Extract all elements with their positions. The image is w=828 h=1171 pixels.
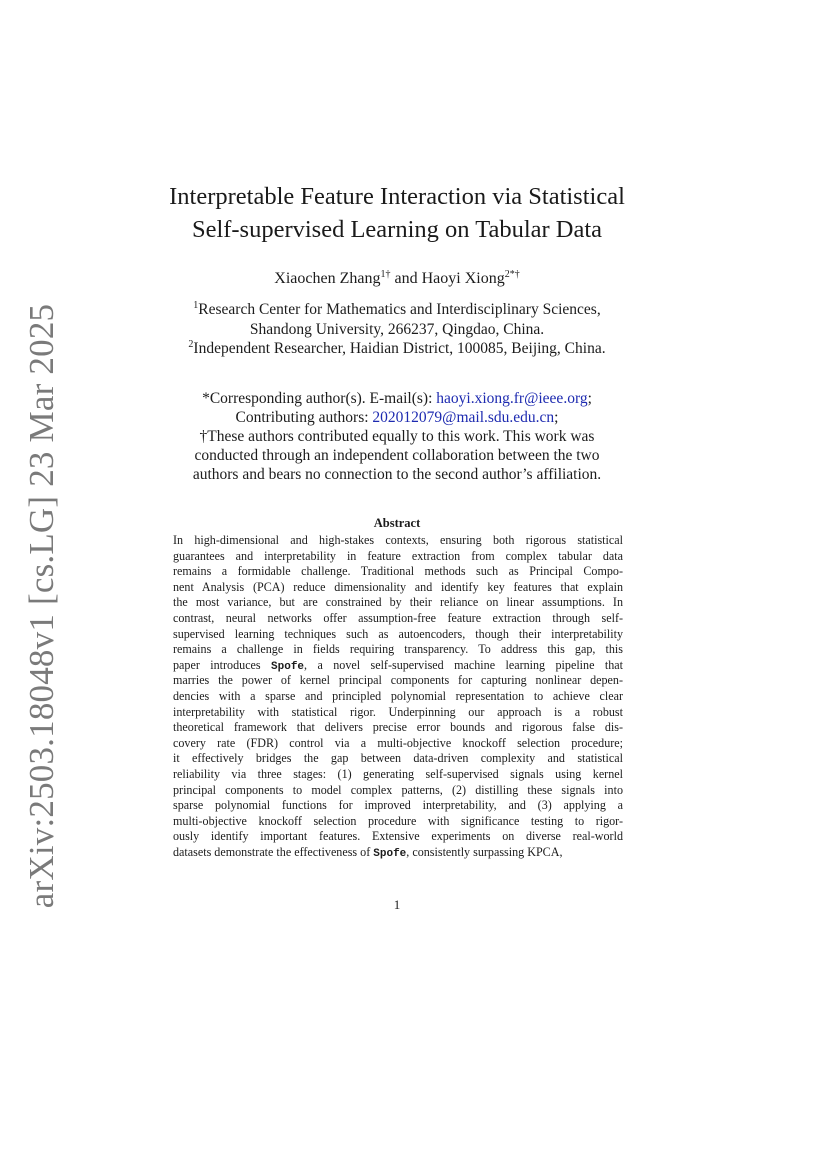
affiliation-text-3: Independent Researcher, Haidian District, 100085, Beijing, China. [193, 340, 606, 357]
corresponding-suffix: ; [587, 390, 592, 407]
affiliation-text-1: Research Center for Mathematics and Interdisciplinary Sciences, [198, 301, 601, 318]
abstract-line: theoretical framework that delivers precise error bounds and rigorous false dis- [173, 720, 623, 735]
corresponding-email-link[interactable]: haoyi.xiong.fr@ieee.org [436, 390, 588, 407]
abstract-line [173, 845, 623, 861]
abstract-line: principal components to model complex patterns, (2) distilling these signals into [173, 782, 623, 797]
title-line-2: Self-supervised Learning on Tabular Data [191, 216, 603, 243]
affiliation-line-3 [150, 339, 644, 359]
method-name: Spofe [271, 660, 305, 673]
abstract-line: the most variance, but are constrained by their reliance on linear assumptions. In [173, 595, 623, 610]
paper-title [150, 180, 644, 246]
abstract-line: dencies with a sparse and principled polynomial representation to achieve clear [173, 688, 623, 703]
abstract-line [173, 658, 623, 674]
affiliation-line-1 [150, 300, 644, 320]
abstract-line: guarantees and interpretability in feature extraction from complex tabular data [173, 548, 623, 563]
abstract-line: interpretability with statistical rigor. Underpinning our approach is a robust [173, 704, 623, 719]
abstract-line: ously identify important features. Extensive experiments on diverse real-world [173, 829, 623, 844]
author-list [150, 268, 644, 290]
abstract-line: supervised learning techniques such as autoencoders, though their interpretability [173, 626, 623, 641]
contributing-suffix: ; [554, 409, 559, 426]
abstract-text: , consistently surpassing KPCA, [406, 844, 563, 859]
equal-contribution-line-3: authors and bears no connection to the second author’s affiliation. [192, 466, 602, 483]
abstract-line: contrast, neural networks offer assumption-free feature extraction through self- [173, 610, 623, 625]
abstract-heading: Abstract [373, 516, 421, 530]
contributing-authors-line [150, 408, 644, 427]
equal-contribution-line-2: conducted through an independent collaboration between the two [194, 447, 600, 464]
abstract-line: nent Analysis (PCA) reduce dimensionality and identify key features that explain [173, 579, 623, 594]
arxiv-side-stamp: arXiv:2503.18048v1 [cs.LG] 23 Mar 2025 [22, 303, 61, 909]
author-marker-1: 1† [380, 269, 391, 280]
title-line-1: Interpretable Feature Interaction via Statistical [169, 183, 625, 210]
abstract-line: In high-dimensional and high-stakes contexts, ensuring both rigorous statistical [173, 533, 623, 547]
abstract-line: remains a challenge in fields requiring transparency. To address this gap, this [173, 642, 623, 657]
method-name: Spofe [373, 847, 407, 860]
affiliation-line-2 [150, 320, 644, 340]
affiliation-marker-1: 1 [193, 300, 199, 311]
author-conjunction: and [390, 270, 422, 287]
abstract-line: sparse polynomial functions for improved interpretability, and (3) applying a [173, 798, 623, 813]
abstract-body [173, 533, 623, 860]
contributing-email-link[interactable]: 202012079@mail.sdu.edu.cn [372, 409, 555, 426]
corresponding-author-line [150, 389, 644, 408]
abstract-line: reliability via three stages: (1) generating self-supervised signals using kernel [173, 766, 623, 781]
affiliation-text-2: Shandong University, 266237, Qingdao, China. [249, 320, 545, 338]
abstract-text: , a novel self-supervised machine learning pipeline that [304, 657, 623, 672]
abstract-line: marries the power of kernel principal components for capturing nonlinear depen- [173, 673, 623, 688]
abstract-text: paper introduces [173, 657, 272, 672]
author-name-1: Xiaochen Zhang [274, 270, 381, 287]
affiliations [150, 300, 644, 359]
author-notes [150, 389, 644, 484]
contributing-prefix: Contributing authors: [235, 409, 373, 426]
abstract-line: remains a formidable challenge. Traditional methods such as Principal Compo- [173, 564, 623, 579]
equal-contribution-line-1: †These authors contributed equally to this work. This work was [199, 428, 595, 445]
corresponding-prefix: *Corresponding author(s). E-mail(s): [202, 390, 437, 407]
page-number: 1 [393, 897, 401, 912]
author-marker-2: 2*† [504, 269, 520, 280]
affiliation-marker-2: 2 [188, 339, 194, 350]
abstract-line: it effectively bridges the gap between data-driven complexity and statistical [173, 751, 623, 766]
abstract-line: covery rate (FDR) control via a multi-objective knockoff selection procedure; [173, 735, 623, 750]
abstract-line: multi-objective knockoff selection procedure with significance testing to rigor- [173, 813, 623, 828]
abstract-text: datasets demonstrate the effectiveness of [173, 844, 374, 859]
author-name-2: Haoyi Xiong [421, 270, 505, 287]
